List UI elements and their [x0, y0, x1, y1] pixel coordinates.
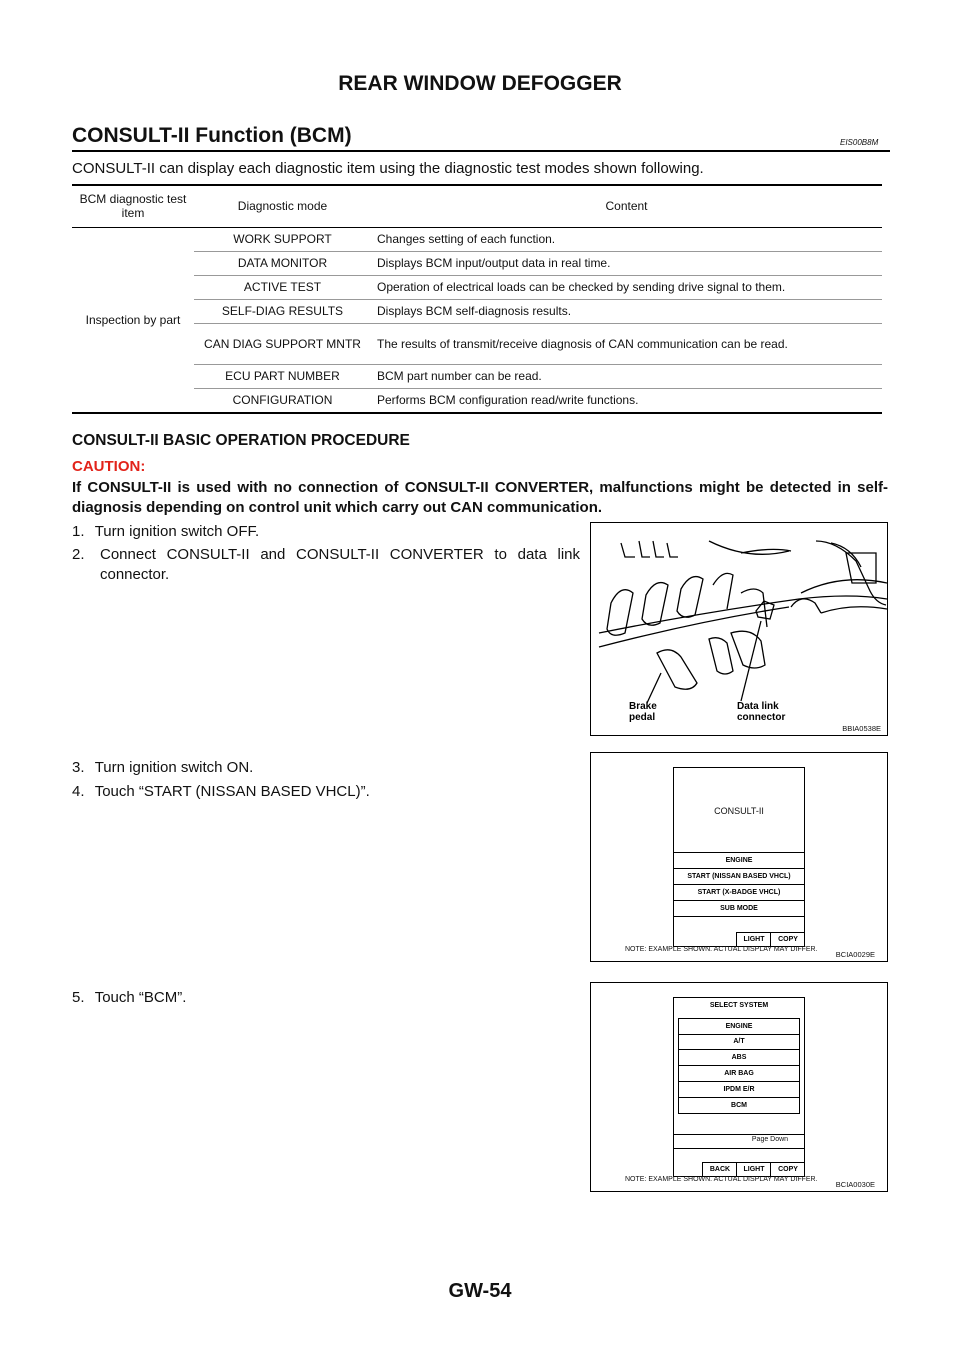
step-2 — [72, 545, 580, 585]
system-item-airbag[interactable]: AIR BAG — [678, 1066, 800, 1082]
page-header: REAR WINDOW DEFOGGER — [338, 72, 622, 95]
screen-divider — [674, 916, 804, 917]
step-text: Turn ignition switch ON. — [94, 759, 254, 776]
copy-button[interactable]: COPY — [770, 932, 805, 947]
select-system-screen — [673, 997, 805, 1177]
page-number: GW-54 — [448, 1280, 512, 1302]
system-item-abs[interactable]: ABS — [678, 1050, 800, 1066]
figure-select-system-screen — [590, 982, 888, 1192]
menu-item-start-xbadge[interactable]: START (X-BADGE VHCL) — [674, 884, 804, 900]
table-row — [72, 227, 882, 251]
step-5 — [72, 988, 186, 1008]
table-cell-mode: CONFIGURATION — [194, 388, 371, 413]
page-down-button[interactable]: Page Down — [751, 1136, 789, 1143]
menu-item-sub-mode[interactable]: SUB MODE — [674, 900, 804, 916]
menu-item-engine[interactable]: ENGINE — [674, 852, 804, 868]
table-cell-content: Performs BCM configuration read/write functions. — [371, 388, 882, 413]
section-code: EIS00B8M — [840, 138, 879, 147]
diagnostic-mode-table — [72, 184, 882, 414]
back-button[interactable]: BACK — [702, 1162, 737, 1177]
step-text: Connect CONSULT-II and CONSULT-II CONVERTER to data link connector. — [100, 546, 580, 583]
step-number: 3. — [72, 759, 85, 776]
section-rule — [72, 150, 890, 152]
table-cell-content: Operation of electrical loads can be checked by sending drive signal to them. — [371, 275, 882, 299]
figure-note: NOTE: EXAMPLE SHOWN. ACTUAL DISPLAY MAY DIFFER. — [625, 1176, 818, 1183]
table-header-test-item: BCM diagnostic test item — [72, 185, 194, 227]
table-cell-mode: SELF-DIAG RESULTS — [194, 299, 371, 323]
table-header-mode: Diagnostic mode — [194, 185, 371, 227]
light-button[interactable]: LIGHT — [736, 1162, 771, 1177]
table-row — [72, 299, 882, 323]
label-brake-pedal: Brake pedal — [629, 701, 657, 723]
dashboard-illustration — [591, 523, 887, 735]
consult-screen-title: CONSULT-II — [714, 806, 764, 816]
table-group-label: Inspection by part — [72, 227, 194, 413]
figure-id: BCIA0029E — [835, 950, 875, 959]
step-3 — [72, 758, 253, 778]
table-cell-mode: WORK SUPPORT — [194, 227, 371, 251]
copy-button[interactable]: COPY — [770, 1162, 805, 1177]
step-4 — [72, 782, 370, 802]
consult-screen — [673, 767, 805, 947]
table-row — [72, 275, 882, 299]
table-row — [72, 388, 882, 413]
system-item-engine[interactable]: ENGINE — [678, 1018, 800, 1035]
figure-id: BCIA0030E — [835, 1180, 875, 1189]
step-text: Touch “START (NISSAN BASED VHCL)”. — [94, 783, 370, 800]
figure-note: NOTE: EXAMPLE SHOWN. ACTUAL DISPLAY MAY DIFFER. — [625, 946, 818, 953]
menu-item-start-nissan[interactable]: START (NISSAN BASED VHCL) — [674, 868, 804, 884]
figure-id: BBIA0538E — [842, 724, 881, 733]
table-cell-content: Changes setting of each function. — [371, 227, 882, 251]
table-header-content: Content — [371, 185, 882, 227]
table-row — [72, 364, 882, 388]
table-row — [72, 323, 882, 364]
system-item-at[interactable]: A/T — [678, 1034, 800, 1050]
table-row — [72, 251, 882, 275]
label-data-link-connector: Data link connector — [737, 701, 786, 723]
step-number: 4. — [72, 783, 85, 800]
system-item-bcm[interactable]: BCM — [678, 1098, 800, 1114]
figure-consult-start-screen — [590, 752, 888, 962]
caution-label: CAUTION: — [72, 458, 146, 475]
step-number: 2. — [72, 546, 85, 563]
table-cell-mode: CAN DIAG SUPPORT MNTR — [194, 323, 371, 364]
screen-divider — [674, 1134, 804, 1135]
table-cell-content: Displays BCM self-diagnosis results. — [371, 299, 882, 323]
section-intro: CONSULT-II can display each diagnostic item using the diagnostic test modes shown following. — [72, 160, 704, 177]
table-cell-mode: DATA MONITOR — [194, 251, 371, 275]
figure-data-link-connector — [590, 522, 888, 736]
section-title: CONSULT-II Function (BCM) — [72, 124, 352, 147]
step-number: 1. — [72, 523, 85, 540]
step-1 — [72, 522, 259, 542]
table-cell-content: BCM part number can be read. — [371, 364, 882, 388]
screen-divider — [674, 1148, 804, 1149]
system-item-ipdm[interactable]: IPDM E/R — [678, 1082, 800, 1098]
select-system-title: SELECT SYSTEM — [709, 1002, 769, 1009]
light-button[interactable]: LIGHT — [736, 932, 771, 947]
table-cell-content: The results of transmit/receive diagnosis of CAN communication can be read. — [371, 323, 882, 364]
caution-text: If CONSULT-II is used with no connection of CONSULT-II CONVERTER, malfunctions might be detected in self-diagnosis depending on control unit which carry out CAN communication. — [72, 479, 888, 516]
table-header-row — [72, 185, 882, 227]
table-cell-mode: ACTIVE TEST — [194, 275, 371, 299]
table-cell-content: Displays BCM input/output data in real time. — [371, 251, 882, 275]
step-text: Touch “BCM”. — [94, 989, 187, 1006]
step-text: Turn ignition switch OFF. — [94, 523, 260, 540]
table-cell-mode: ECU PART NUMBER — [194, 364, 371, 388]
procedure-title: CONSULT-II BASIC OPERATION PROCEDURE — [72, 432, 410, 449]
step-number: 5. — [72, 989, 85, 1006]
